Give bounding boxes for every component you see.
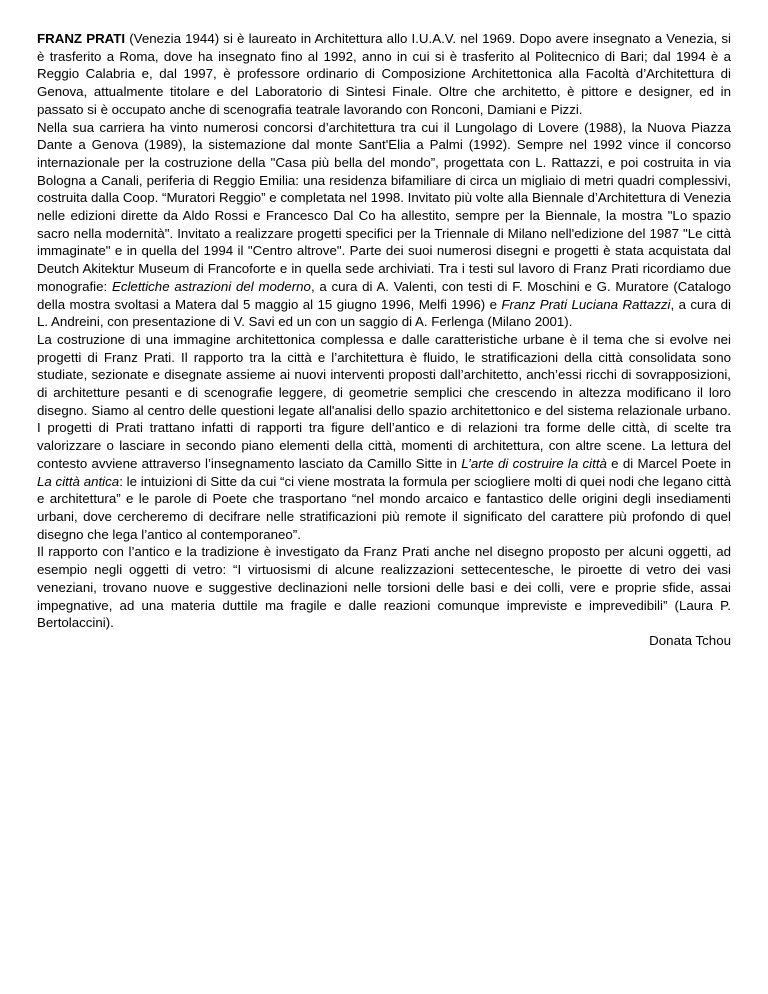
architecture-text-1: La costruzione di una immagine architettonica complessa e dalle caratteristiche urbane è il tema che si evolve nei progetti di Franz Prati. Il rapporto tra la città e l’architettura è fluido, le stratificazioni della città consolidata sono studiate, sezionate e disegnate assieme ai nuovi interventi proposti dall’architetto, anch’essi ricchi di sovrapposizioni, di architetture pesanti e di scenografie leggere, di geometrie semplici che crescendo in altezza modificano il loro disegno. Siamo al centro delle questioni legate all'analisi dello spazio architettonico e del sistema relazionale urbano. I progetti di Prati trattano infatti di rapporti tra figure dell’antico e di relazioni tra forme delle città, di scelte tra valorizzare o lasciare in secondo piano elementi della città, momenti di architettura, con altre scene. La lettura del contesto avviene attraverso l’insegnamento lasciato da Camillo Sitte in	[37, 331, 731, 471]
paragraph-biography	[37, 30, 731, 119]
career-text-2: , a cura di A. Valenti, con testi di F. Moschini e G. Muratore (Catalogo della mostra svoltasi a Matera dal 5 maggio al 15 giugno 1996, Melfi 1996) e	[37, 278, 731, 312]
document-body	[37, 30, 731, 650]
glass-objects-text: Il rapporto con l’antico e la tradizione è investigato da Franz Prati anche nel disegno proposto per alcuni oggetti, ad esempio negli oggetti di vetro: “I virtuosismi di alcune realizzazioni settecentesche, le piroette di vetro dei vasi veneziani, trovano nuove e suggestive declinazioni nelle torsioni delle basi e dei colli, vere e proprie sfide, assai impegnative, ad una materia duttile ma fragile e dalle reazioni comunque impreviste e imprevedibili” (Laura P. Bertolaccini).	[37, 544, 731, 631]
signature: Donata Tchou	[649, 632, 731, 648]
career-text-1: Nella sua carriera ha vinto numerosi concorsi d’architettura tra cui il Lungolago di Lovere (1988), la Nuova Piazza Dante a Genova (1989), la sistemazione dal monte Sant'Elia a Palmi (1992). Sempre nel 1992 vince il concorso internazionale per la costruzione della "Casa più bella del mondo”, progettata con L. Rattazzi, e poi costruita in via Bologna a Canali, periferia di Reggio Emilia: una residenza bifamiliare di circa un migliaio di metri quadri complessivi, costruita dalla Coop. “Muratori Reggio” e completata nel 1998. Invitato più volte alla Biennale d’Architettura di Venezia nelle edizioni dirette da Aldo Rossi e Francesco Dal Co ha allestito, sempre per la Biennale, la mostra "Lo spazio sacro nella modernità". Invitato a realizzare progetti specifici per la Triennale di Milano nell'edizione del 1987 "Le città immaginate" e in quella del 1994 il "Centro altrove". Parte dei suoi numerosi disegni e progetti è stata acquistata dal Deutch Akitektur Museum di Francoforte e in quella sede archiviati. Tra i testi sul lavoro di Franz Prati ricordiamo due monografie:	[37, 119, 731, 294]
paragraph-glass-objects	[37, 543, 731, 632]
book-title-poete: La città antica	[37, 473, 120, 489]
monograph-title-2: Franz Prati Luciana Rattazzi	[501, 296, 671, 312]
monograph-title-1: Eclettiche astrazioni del moderno	[111, 278, 311, 294]
biography-text: (Venezia 1944) si è laureato in Architettura allo I.U.A.V. nel 1969. Dopo avere insegnato a Venezia, si è trasferito a Roma, dove ha insegnato fino al 1992, anno in cui si è trasferito al Politecnico di Bari; dal 1994 è a Reggio Calabria e, dal 1997, è professore ordinario di Composizione Architettonica alla Facoltà d’Architettura di Genova, attualmente titolare e del Laboratorio di Sintesi Finale. Oltre che architetto, è pittore e designer, ed in passato si è occupato anche di scenografia teatrale lavorando con Ronconi, Damiani e Pizzi.	[37, 31, 732, 117]
architecture-text-2: e di Marcel Poete in	[606, 455, 731, 471]
career-text-3: , a cura di L. Andreini, con presentazione di V. Savi ed un con un saggio di A. Ferlenga (Milano 2001).	[37, 296, 731, 330]
architecture-text-3: : le intuizioni di Sitte da cui “ci viene mostrata la formula per sciogliere molti di quei nodi che legano città e architettura” e le parole di Poete che trasportano “nel mondo arcaico e fantastico delle origini degli insediamenti urbani, dove cercheremo di decifrare nelle stratificazioni più remote il significato del carattere più profondo di quel disegno che lega l’antico al contemporaneo”.	[37, 473, 731, 542]
paragraph-career	[37, 119, 731, 331]
paragraph-architecture	[37, 331, 731, 543]
book-title-sitte: L’arte di costruire la città	[461, 455, 607, 471]
author-name: FRANZ PRATI	[37, 31, 126, 46]
